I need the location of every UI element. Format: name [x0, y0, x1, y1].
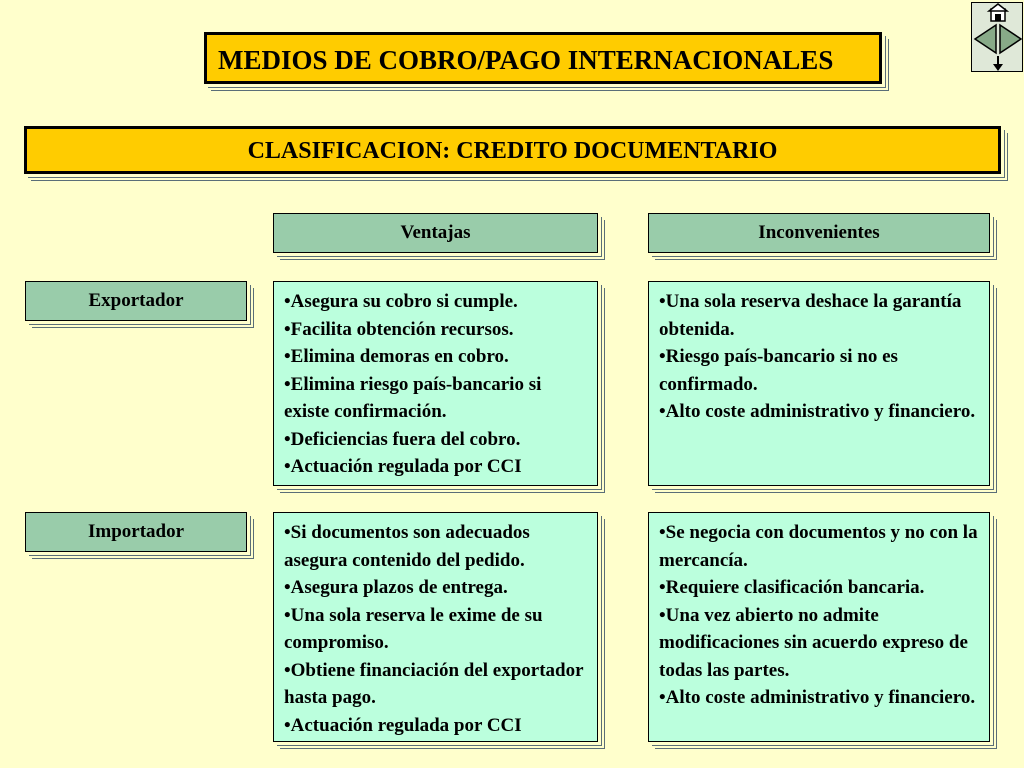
- list-item: •Alto coste administrativo y financiero.: [659, 687, 976, 708]
- list-item: •Actuación regulada por CCI: [284, 714, 522, 736]
- row-label-exportador: Exportador: [25, 281, 247, 321]
- page-title: MEDIOS DE COBRO/PAGO INTERNACIONALES: [204, 32, 882, 84]
- list-item: •Elimina demoras en cobro.: [284, 346, 509, 367]
- list-item: •Obtiene financiación del exportador hasta pago.: [284, 659, 584, 708]
- list-item: •Alto coste administrativo y financiero.: [659, 401, 976, 422]
- list-item: •Actuación regulada por CCI: [284, 456, 522, 477]
- arrow-down-icon[interactable]: [993, 56, 1003, 71]
- exportador-ventajas-box: [273, 281, 598, 486]
- list-item: •Riesgo país-bancario si no es confirmado.: [659, 346, 898, 395]
- arrow-right-icon[interactable]: [1000, 25, 1021, 53]
- importador-inconvenientes-box: [648, 512, 990, 742]
- slide-navigation: [971, 2, 1023, 72]
- list-item: •Una sola reserva le exime de su compromiso.: [284, 604, 543, 653]
- list-item: •Asegura su cobro si cumple.: [284, 291, 518, 312]
- list-item: •Una sola reserva deshace la garantía obtenida.: [659, 291, 962, 340]
- arrow-left-icon[interactable]: [975, 25, 996, 53]
- page-subtitle: CLASIFICACION: CREDITO DOCUMENTARIO: [24, 126, 1001, 174]
- exportador-inconvenientes-box: [648, 281, 990, 486]
- list-item: •Si documentos son adecuados asegura contenido del pedido.: [284, 522, 530, 571]
- column-header-inconvenientes: Inconvenientes: [648, 213, 990, 253]
- list-item: •Requiere clasificación bancaria.: [659, 577, 925, 598]
- list-item: •Una vez abierto no admite modificaciones sin acuerdo expreso de todas las partes.: [659, 604, 968, 681]
- importador-ventajas-box: [273, 512, 598, 742]
- list-item: •Deficiencias fuera del cobro.: [284, 428, 521, 450]
- row-label-importador: Importador: [25, 512, 247, 552]
- home-icon[interactable]: [989, 4, 1007, 21]
- column-header-ventajas: Ventajas: [273, 213, 598, 253]
- list-item: •Facilita obtención recursos.: [284, 318, 514, 340]
- list-item: •Elimina riesgo país-bancario si existe confirmación.: [284, 373, 542, 422]
- list-item: •Asegura plazos de entrega.: [284, 577, 508, 598]
- list-item: •Se negocia con documentos y no con la mercancía.: [659, 522, 978, 571]
